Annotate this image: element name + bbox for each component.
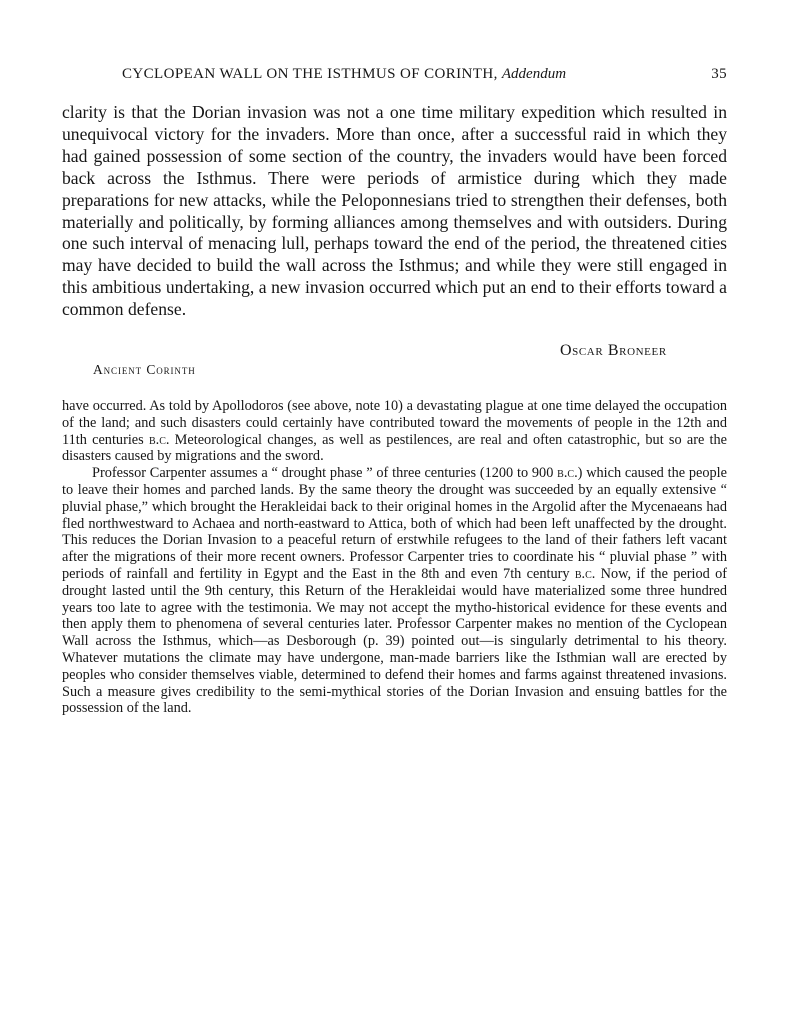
page-number: 35	[711, 66, 727, 82]
running-title	[122, 66, 566, 83]
footnote-block	[62, 398, 727, 717]
footnote-text: Meteorological changes, as well as pestilences, are real and often catastrophic, but so are the disasters caused by migrations and the sword.	[62, 431, 727, 465]
author-name: Oscar Broneer	[560, 342, 667, 359]
author-affiliation: Ancient Corinth	[93, 362, 196, 377]
era-abbreviation: b.c.	[574, 565, 596, 582]
running-head	[62, 66, 727, 88]
era-abbreviation: b.c.	[557, 465, 578, 482]
footnote-text: have occurred. As told by Apollodoros (see above, note 10) a devastating plague at one time delayed the occupation of the land; and such disasters could certainly have contributed toward the movements of people in the 12th and 11th centuries	[62, 398, 727, 448]
footnote-paragraph-2	[62, 465, 727, 717]
footnote-paragraph-1	[62, 398, 727, 465]
footnote-text: Professor Carpenter assumes a “ drought phase ” of three centuries (1200 to 900	[92, 465, 558, 482]
footnote-text: Now, if the period of drought lasted until the 9th century, this Return of the Herakleidai would have materialized some three hundred years too late to agree with the testimonia. We may not accept the mytho-historical evidence for these events and then apply them to phenomena of several centuries later. Professor Carpenter makes no mention of the Cyclopean Wall across the Isthmus, which—as Desborough (p. 39) pointed out—is singularly detrimental to his theory. Whatever mutations the climate may have undergone, man-made barriers like the Isthmian wall are erected by peoples who consider themselves viable, determined to defend their homes and farms against threatened invasions. Such a measure gives credibility to the semi-mythical stories of the Dorian Invasion and ensuing battles for the possession of the land.	[62, 565, 727, 717]
running-title-text: CYCLOPEAN WALL ON THE ISTHMUS OF CORINTH,	[122, 66, 498, 82]
footnote-text: ) which caused the people to leave their homes and parched lands. By the same theory the drought was succeeded by an equally extensive “ pluvial phase,” which brought the Herakleidai back to their original homes in the Argolid after the Mycenaeans had fled northwestward to Achaea and north-eastward to Attica, both of which had been left unaffected by the drought. This reduces the Dorian Invasion to a peaceful return of erstwhile refugees to the land of their fathers left vacant after the migrations of their more recent owners. Professor Carpenter tries to coordinate his “ pluvial phase ” with periods of rainfall and fertility in Egypt and the East in the 8th and even 7th century	[62, 465, 727, 582]
running-title-italic: Addendum	[501, 66, 567, 82]
era-abbreviation: b.c.	[148, 431, 170, 448]
body-paragraph: clarity is that the Dorian invasion was not a one time military expedition which resulted in unequivocal victory for the invaders. More than once, after a successful raid in which they had gained possession of some section of the country, the invaders would have been forced back across the Isthmus. There were periods of armistice during which they made preparations for new attacks, while the Peloponnesians tried to strengthen their defenses, both materially and politically, by forming alliances among themselves and with outsiders. During one such interval of menacing lull, perhaps toward the end of the period, the threatened cities may have decided to build the wall across the Isthmus; and while they were still engaged in this ambitious undertaking, a new invasion occurred which put an end to their efforts toward a common defense.	[62, 102, 727, 320]
